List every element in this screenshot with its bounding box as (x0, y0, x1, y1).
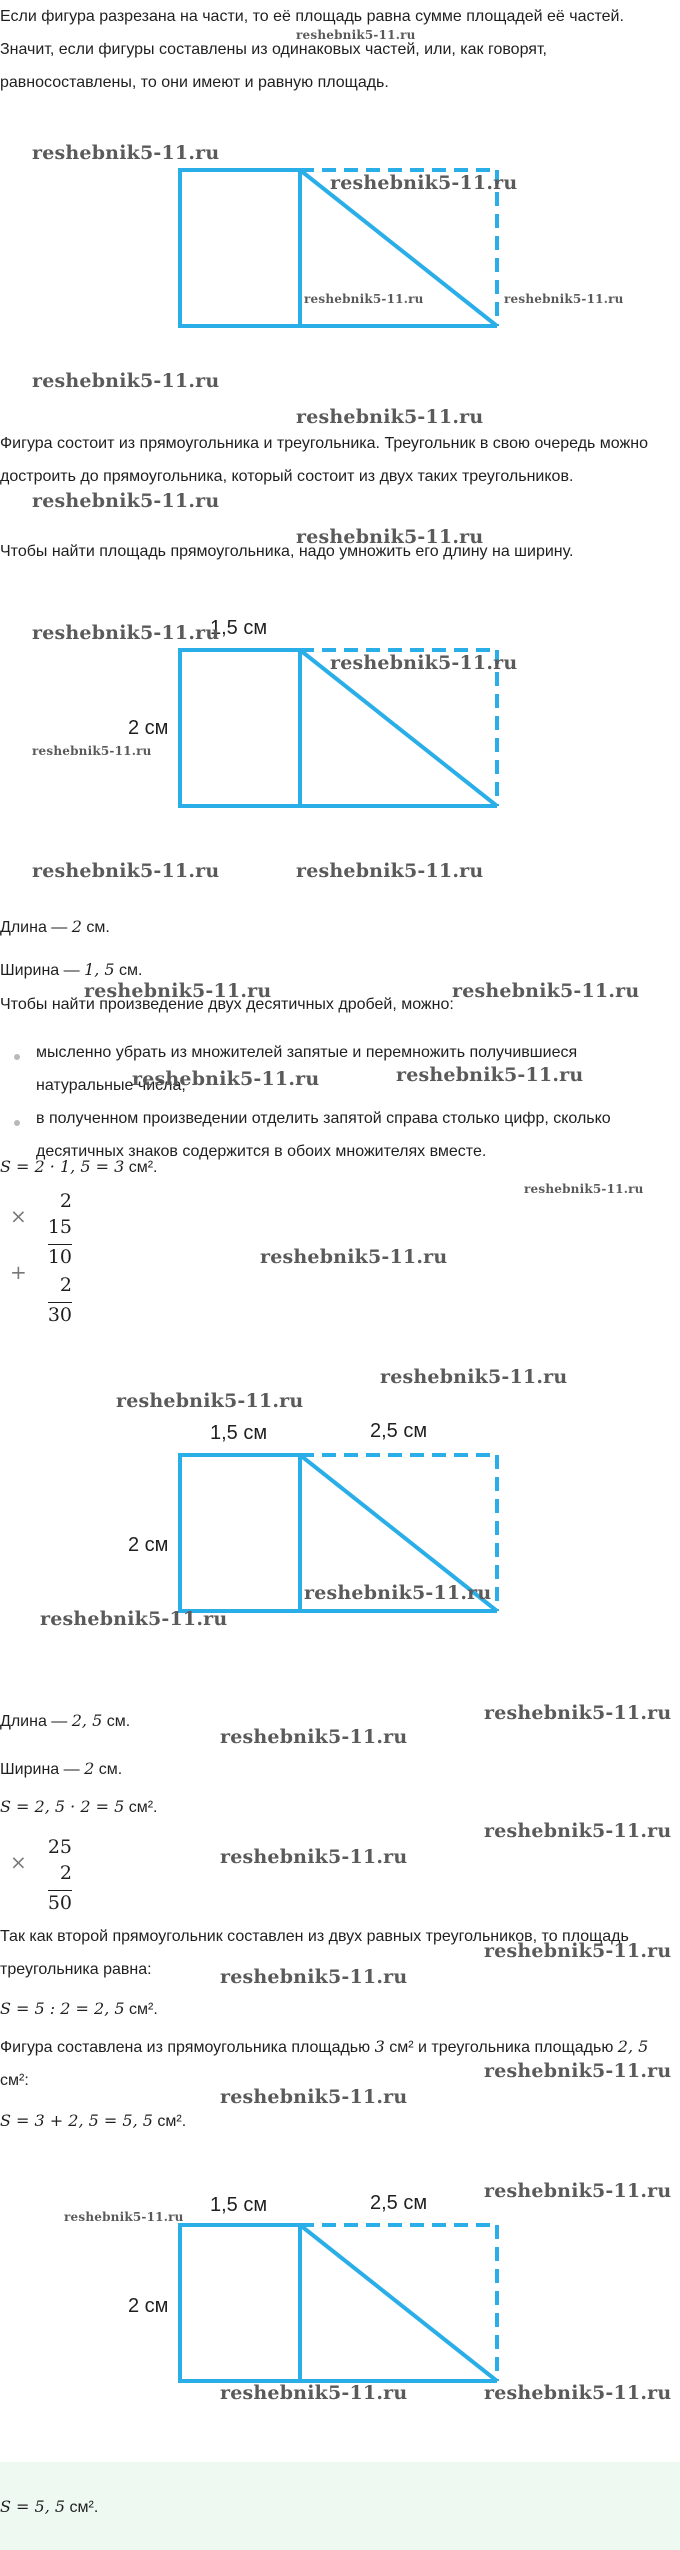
fig2-rect (180, 650, 300, 806)
calc1-p1: 10 (47, 1246, 72, 1268)
s1-line (0, 1150, 676, 1184)
calc1-p2: 2 (59, 1274, 72, 1296)
length-1-value: 2 (71, 917, 82, 936)
answer-box (0, 2462, 680, 2550)
watermark: reshebnik5-11.ru (260, 1246, 448, 1268)
watermark: reshebnik5-11.ru (40, 1608, 228, 1630)
fig2-top-label: 1,5 см (210, 617, 268, 639)
rect-area-rule: Чтобы найти площадь прямоугольника, надо умножить его длину на ширину. (0, 543, 574, 560)
watermark: reshebnik5-11.ru (32, 744, 152, 758)
s4-formula: S = 3 + 2, 5 = 5, 5 (0, 2111, 153, 2130)
composed-value-2: 2, 5 (617, 2037, 649, 2056)
final-formula: S = 5, 5 (0, 2497, 66, 2516)
fig3-rect (180, 1455, 300, 1611)
length-2-value: 2, 5 (71, 1711, 103, 1730)
watermark: reshebnik5-11.ru (484, 1820, 672, 1842)
watermark: reshebnik5-11.ru (220, 1726, 408, 1748)
watermark: reshebnik5-11.ru (220, 1846, 408, 1868)
s2-formula: S = 2, 5 · 2 = 5 (0, 1797, 125, 1816)
composed-text-c: см²: (0, 2072, 29, 2089)
watermark: reshebnik5-11.ru (524, 1182, 644, 1196)
watermark: reshebnik5-11.ru (484, 1702, 672, 1724)
length-1-unit: см. (81, 919, 110, 936)
watermark: reshebnik5-11.ru (396, 1064, 584, 1086)
watermark: reshebnik5-11.ru (64, 2210, 184, 2224)
watermark: reshebnik5-11.ru (304, 1582, 492, 1604)
watermark: reshebnik5-11.ru (296, 28, 416, 42)
watermark: reshebnik5-11.ru (484, 2180, 672, 2202)
s3-formula: S = 5 : 2 = 2, 5 (0, 1999, 125, 2018)
s4-unit: см². (152, 2113, 187, 2130)
watermark: reshebnik5-11.ru (296, 526, 484, 548)
triangle-paragraph: Так как второй прямоугольник составлен из двух равных треугольников, то площадь треугольника равна: (0, 1928, 629, 1978)
bullet-dot-1 (14, 1054, 20, 1060)
watermark: reshebnik5-11.ru (304, 292, 424, 306)
final-answer (0, 2490, 676, 2524)
calc1-plus-sign: + (10, 1260, 27, 1284)
s3-line (0, 1992, 676, 2026)
watermark: reshebnik5-11.ru (32, 490, 220, 512)
watermark: reshebnik5-11.ru (132, 1068, 320, 1090)
s3-unit: см². (124, 2001, 158, 2018)
width-2 (0, 1752, 676, 1786)
final-unit: см². (65, 2499, 99, 2516)
watermark: reshebnik5-11.ru (32, 370, 220, 392)
calc1-mult-sign: × (10, 1204, 27, 1228)
calc-1 (0, 1190, 120, 1370)
calc2-rule (48, 1890, 72, 1891)
watermark: reshebnik5-11.ru (452, 980, 640, 1002)
calc2-mult-sign: × (10, 1850, 27, 1874)
fig4-rect (180, 2225, 300, 2381)
calc-2 (0, 1836, 120, 1926)
width-2-value: 2 (84, 1759, 95, 1778)
watermark: reshebnik5-11.ru (84, 980, 272, 1002)
calc2-a: 25 (47, 1836, 72, 1858)
length-2-unit: см. (102, 1713, 131, 1730)
watermark: reshebnik5-11.ru (484, 1940, 672, 1962)
watermark: reshebnik5-11.ru (380, 1366, 568, 1388)
consists-paragraph: Фигура состоит из прямоугольника и треугольника. Треугольник в свою очередь можно достроить до прямоугольника, который состоит из двух таких треугольников. (0, 435, 648, 485)
s4-line (0, 2104, 676, 2138)
fig1-rect (180, 170, 300, 326)
intro-paragraph: Если фигура разрезана на части, то её площадь равна сумме площадей её частей. Значит, если фигуры составлены из одинаковых частей, или, как говорят, равносоставлены, то они имеют и равную площадь. (0, 8, 624, 91)
watermark: reshebnik5-11.ru (32, 860, 220, 882)
watermark: reshebnik5-11.ru (330, 172, 518, 194)
watermark: reshebnik5-11.ru (32, 622, 220, 644)
fig3-top-label-2: 2,5 см (370, 1420, 428, 1442)
calc1-rule-2 (48, 1302, 72, 1303)
calc2-result: 50 (47, 1892, 72, 1914)
width-1-label: Ширина — (0, 962, 85, 979)
watermark: reshebnik5-11.ru (220, 1966, 408, 1988)
calc1-rule-1 (48, 1244, 72, 1245)
s1-unit: см². (124, 1159, 158, 1176)
fig4-left-label: 2 см (128, 2295, 169, 2317)
length-1 (0, 910, 676, 944)
watermark: reshebnik5-11.ru (296, 860, 484, 882)
bullet-2: в полученном произведении отделить запятой справа столько цифр, сколько десятичных знаков содержится в обоих множителях вместе. (36, 1110, 611, 1160)
fig3-top-label-1: 1,5 см (210, 1422, 268, 1444)
fig2-left-label: 2 см (128, 717, 169, 739)
s2-unit: см². (124, 1799, 158, 1816)
bullet-1: мысленно убрать из множителей запятые и перемножить получившиеся натуральные числа; (36, 1044, 578, 1094)
fig4-diagonal (300, 2225, 497, 2381)
composed-text-a: Фигура составлена из прямоугольника площадью (0, 2039, 375, 2056)
watermark: reshebnik5-11.ru (116, 1390, 304, 1412)
decimal-rule: Чтобы найти произведение двух десятичных дробей, можно: (0, 996, 454, 1013)
composed-value-1: 3 (374, 2037, 385, 2056)
width-1-value: 1, 5 (84, 960, 115, 979)
fig4-top-label-1: 1,5 см (210, 2194, 268, 2216)
watermark: reshebnik5-11.ru (220, 2382, 408, 2404)
watermark: reshebnik5-11.ru (32, 142, 220, 164)
watermark: reshebnik5-11.ru (330, 652, 518, 674)
watermark: reshebnik5-11.ru (220, 2086, 408, 2108)
bullet-dot-2 (14, 1120, 20, 1126)
watermark: reshebnik5-11.ru (484, 2382, 672, 2404)
length-1-label: Длина — (0, 919, 72, 936)
s1-formula: S = 2 · 1, 5 = 3 (0, 1157, 125, 1176)
watermark: reshebnik5-11.ru (504, 292, 624, 306)
width-2-label: Ширина — (0, 1761, 85, 1778)
composed-text-b: см² и треугольника площадью (384, 2039, 618, 2056)
watermark: reshebnik5-11.ru (484, 2060, 672, 2082)
watermark: reshebnik5-11.ru (296, 406, 484, 428)
calc2-b: 2 (59, 1862, 72, 1884)
calc1-b: 15 (47, 1216, 72, 1238)
calc1-a: 2 (59, 1190, 72, 1212)
fig3-left-label: 2 см (128, 1534, 169, 1556)
s2-line (0, 1790, 676, 1824)
width-2-unit: см. (94, 1761, 123, 1778)
calc1-result: 30 (47, 1304, 72, 1326)
fig4-top-label-2: 2,5 см (370, 2192, 428, 2214)
width-1-unit: см. (114, 962, 143, 979)
length-2-label: Длина — (0, 1713, 72, 1730)
